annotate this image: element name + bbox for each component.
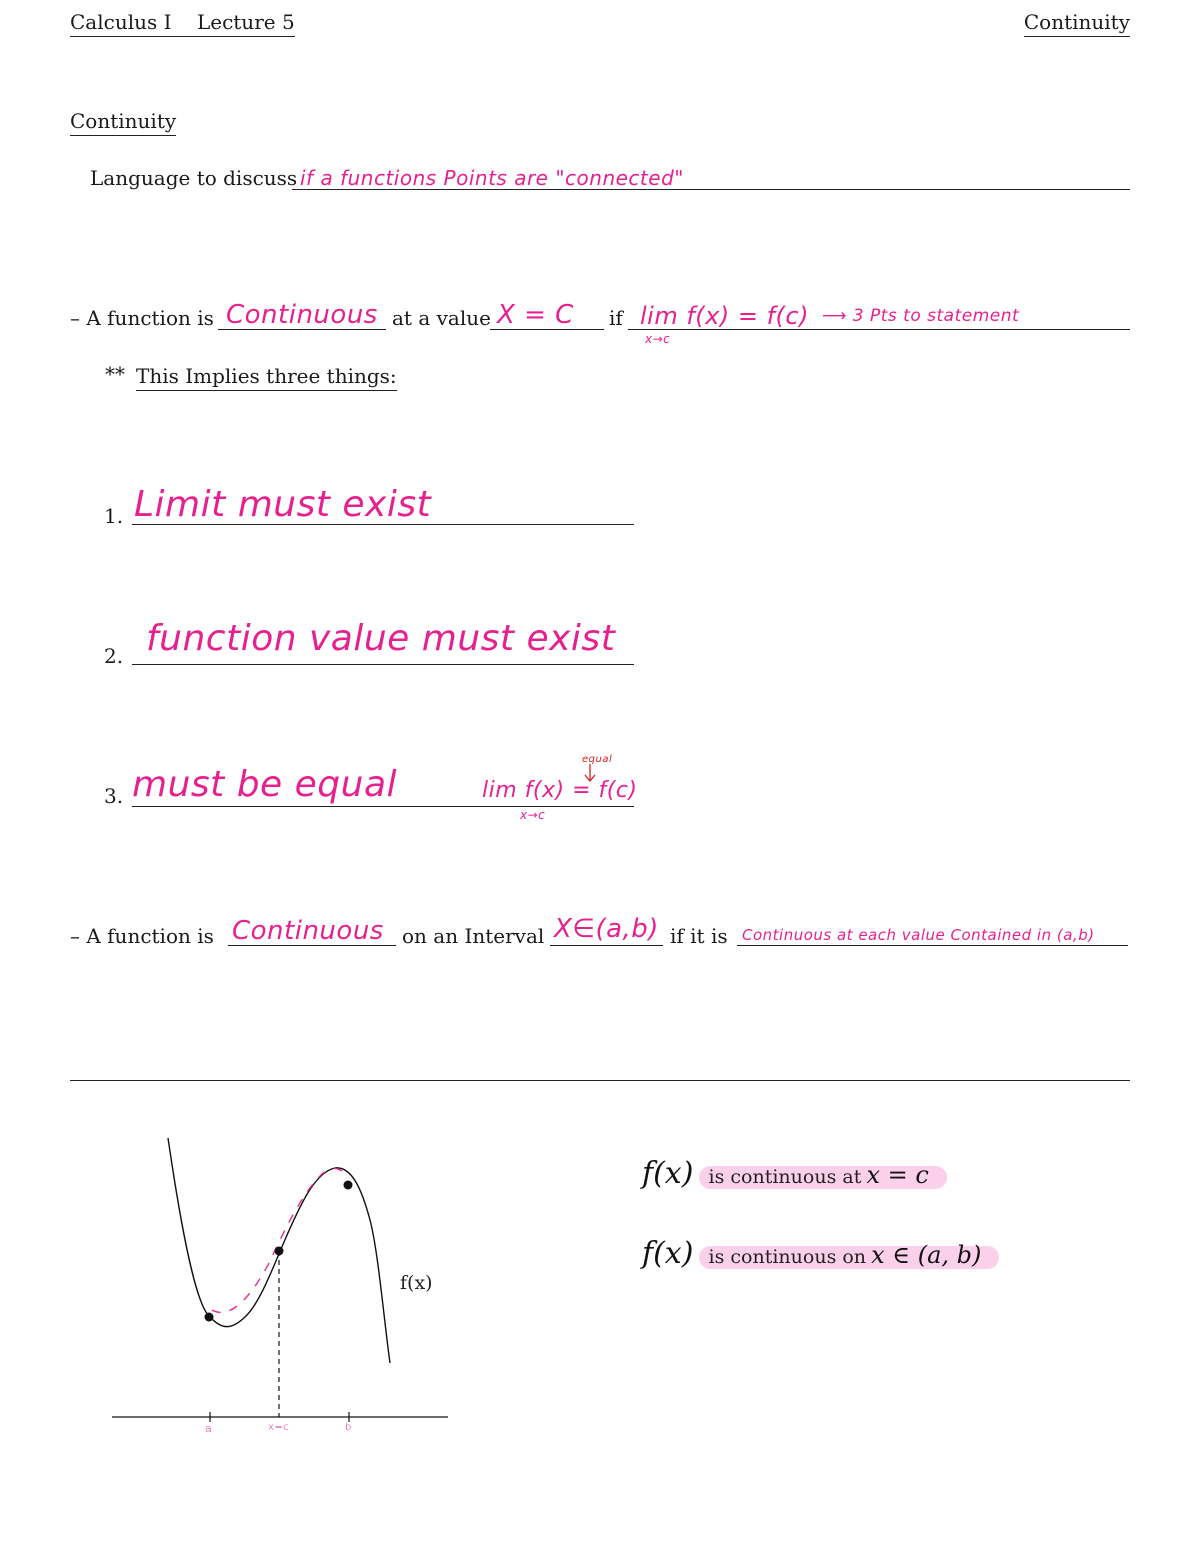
implies-stars: ** (105, 362, 125, 386)
continuous-at-note: ⟶ 3 Pts to statement (822, 306, 1020, 326)
language-answer: if a functions Points are "connected" (300, 166, 684, 190)
language-prompt: Language to discuss (90, 166, 298, 190)
statement-2-math: x ∈ (a, b) (871, 1241, 982, 1269)
header-topic: Continuity (1024, 10, 1130, 37)
interval-lead: – A function is (70, 924, 214, 948)
interval-mid: on an Interval (402, 924, 545, 948)
item-3-number: 3. (104, 784, 124, 808)
item-2-number: 2. (104, 644, 124, 668)
tick-c-label: x=c (268, 1422, 290, 1433)
item-3-answer: must be equal (132, 764, 398, 805)
continuous-at-formula-sub: x→c (645, 332, 671, 346)
interval-blank3-line (737, 945, 1128, 946)
item-2-line (132, 664, 634, 665)
implies-heading: This Implies three things: (136, 364, 397, 391)
interval-blank3: Continuous at each value Contained in (a,b) (742, 926, 1095, 944)
section-title: Continuity (70, 109, 176, 136)
header-lecture: Lecture 5 (196, 10, 295, 34)
header-course: Calculus I (70, 10, 172, 34)
item-3-formula-sub: x→c (520, 808, 546, 822)
point-b (344, 1181, 353, 1190)
tick-b-label: b (345, 1422, 352, 1433)
item-3-arrow-icon (582, 764, 598, 784)
interval-blank2: X∈(a,b) (554, 914, 659, 944)
continuous-at-mid: at a value (392, 306, 491, 330)
item-3-annotation: equal (582, 754, 613, 765)
continuous-at-blank1: Continuous (226, 300, 378, 330)
highlight-trace (212, 1168, 348, 1312)
interval-blank1: Continuous (232, 916, 384, 946)
item-3-line (132, 806, 634, 807)
point-a (205, 1313, 214, 1322)
section-divider (70, 1080, 1130, 1081)
statement-1-fx: f(x) (642, 1156, 694, 1191)
item-3-formula: lim f(x) = f(c) (482, 778, 638, 803)
item-1-answer: Limit must exist (134, 484, 432, 525)
statement-continuous-on (642, 1236, 999, 1271)
continuous-at-if: if (609, 306, 623, 330)
interval-blank2-line (550, 945, 663, 946)
continuous-at-blank2: X = C (497, 300, 574, 330)
item-1-number: 1. (104, 504, 124, 528)
continuous-at-formula: lim f(x) = f(c) (640, 302, 809, 330)
item-2-answer: function value must exist (146, 618, 616, 659)
statement-1-text: is continuous at (708, 1166, 862, 1188)
statement-2-text: is continuous on (708, 1246, 867, 1268)
statement-continuous-at (642, 1156, 947, 1191)
tick-a-label: a (205, 1422, 213, 1435)
statement-2-fx: f(x) (642, 1236, 694, 1271)
statement-1-math: x = c (866, 1161, 929, 1189)
point-c (275, 1247, 284, 1256)
continuous-at-lead: – A function is (70, 306, 214, 330)
header-course-lecture (70, 10, 295, 37)
curve-label: f(x) (400, 1272, 433, 1294)
interval-if: if it is (670, 924, 728, 948)
